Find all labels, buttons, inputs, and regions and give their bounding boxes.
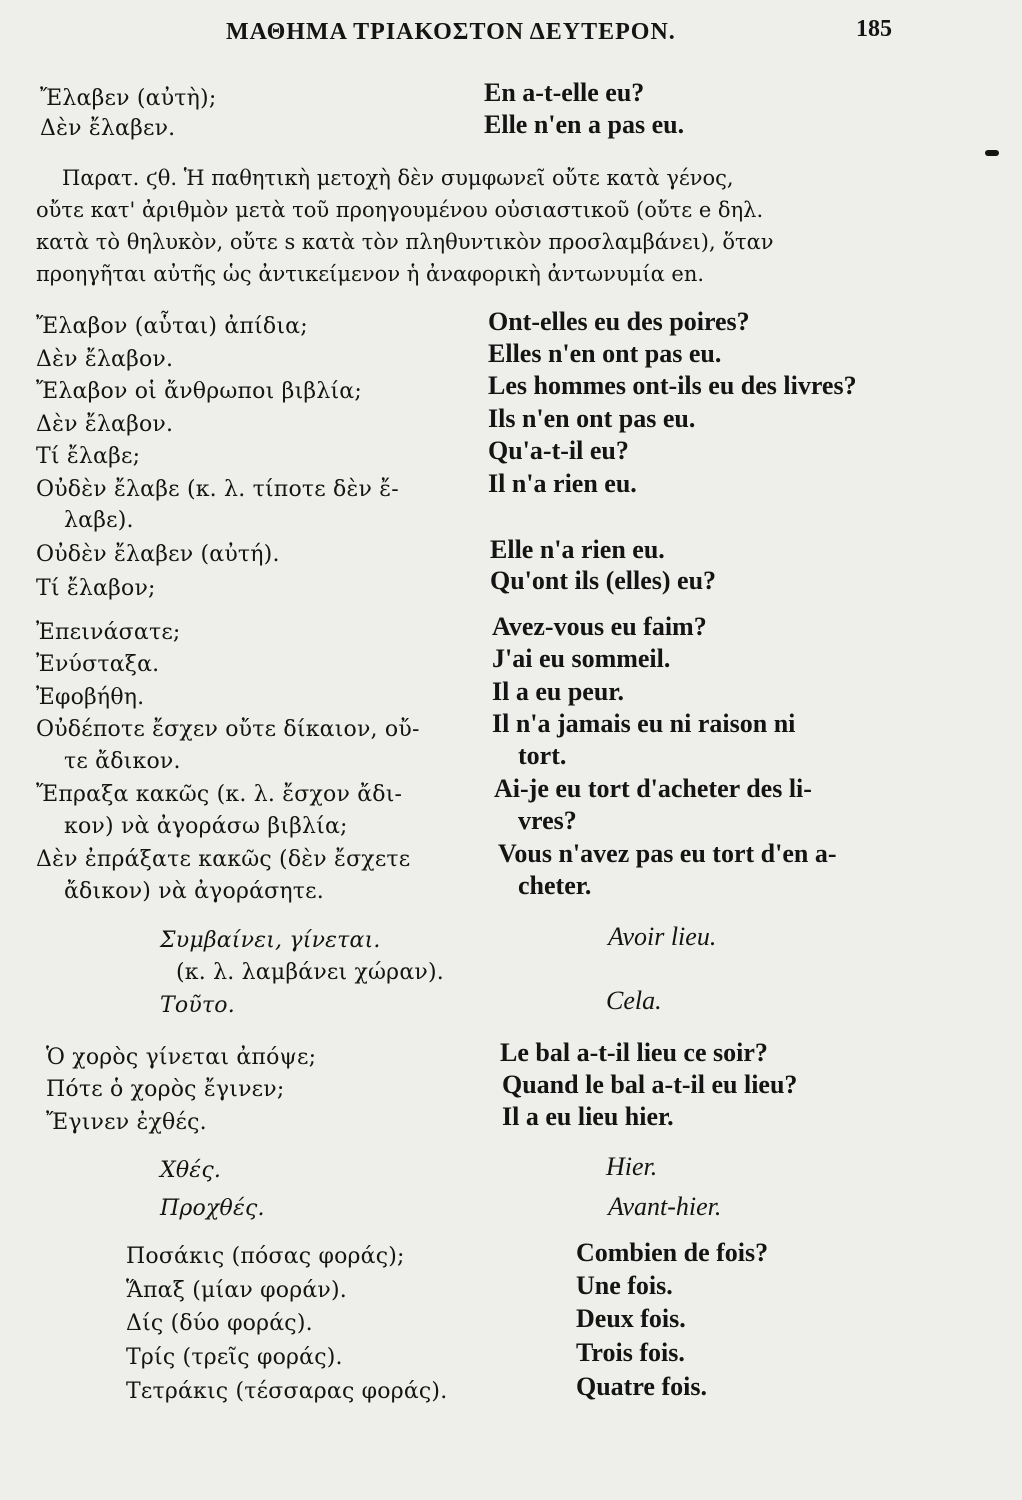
vocab-greek: Συμβαίνει, γίνεται.	[160, 928, 381, 953]
french-line: Ai-je eu tort d'acheter des li-	[494, 774, 812, 803]
french-line: Le bal a-t-il lieu ce soir?	[500, 1038, 768, 1067]
note-line: προηγῆται αὐτῆς ὡς ἀντικείμενον ἡ ἀναφορικὴ ἀντωνυμία en.	[36, 262, 705, 286]
french-line: Il n'a rien eu.	[488, 469, 637, 498]
greek-line: Οὐδὲν ἔλαβεν (αὐτή).	[36, 542, 280, 567]
greek-line: Τετράκις (τέσσαρας φοράς).	[126, 1379, 448, 1404]
vocab-french: Avoir lieu.	[608, 922, 717, 951]
greek-line: Οὐδέποτε ἔσχεν οὔτε δίκαιον, οὔ-	[36, 717, 420, 742]
note-line: κατὰ τὸ θηλυκὸν, οὔτε s κατὰ τὸν πληθυντικὸν προσλαμβάνει), ὅταν	[36, 230, 774, 254]
french-line: Qu'a-t-il eu?	[488, 436, 629, 465]
french-line: Avez-vous eu faim?	[492, 612, 707, 641]
greek-line: ἄδικον) νὰ ἀγοράσητε.	[64, 879, 324, 904]
french-line: Elle n'en a pas eu.	[484, 110, 685, 139]
french-line: Combien de fois?	[576, 1238, 769, 1267]
greek-line: Ἅπαξ (μίαν φοράν).	[126, 1278, 347, 1303]
greek-line: τε ἄδικον.	[64, 749, 181, 774]
greek-line: Ἔγινεν ἐχθές.	[46, 1110, 207, 1135]
french-line: Il n'a jamais eu ni raison ni	[492, 709, 796, 738]
greek-line: Τί ἔλαβον;	[36, 576, 156, 601]
greek-line: Ἐπεινάσατε;	[36, 620, 181, 645]
greek-line: λαβε).	[64, 508, 134, 533]
french-line: Ils n'en ont pas eu.	[488, 404, 696, 433]
note-line: Παρατ. ϛθ. Ἡ παθητικὴ μετοχὴ δὲν συμφωνεῖ οὔτε κατὰ γένος,	[62, 166, 734, 190]
french-line: Une fois.	[576, 1271, 673, 1300]
greek-line: Ἔλαβον (αὗται) ἀπίδια;	[36, 314, 308, 339]
french-line: J'ai eu sommeil.	[492, 644, 671, 673]
greek-line: κον) νὰ ἀγοράσω βιβλία;	[64, 814, 348, 839]
greek-line: Δὲν ἔλαβεν.	[40, 116, 176, 141]
vocab-greek: (κ. λ. λαμβάνει χώραν).	[176, 960, 444, 985]
french-line: En a-t-elle eu?	[484, 78, 645, 107]
greek-line: Ἐνύσταξα.	[36, 652, 160, 677]
french-line: Il a eu peur.	[492, 677, 624, 706]
french-line: Ont-elles eu des poires?	[488, 307, 750, 336]
greek-line: Ἔπραξα κακῶς (κ. λ. ἔσχον ἄδι-	[36, 782, 403, 807]
vocab-french: Avant-hier.	[608, 1192, 722, 1221]
greek-line: Ποσάκις (πόσας φοράς);	[126, 1244, 405, 1269]
greek-line: Δὲν ἔλαβον.	[36, 347, 174, 372]
greek-line: Δίς (δύο φοράς).	[126, 1311, 313, 1336]
greek-line: Πότε ὁ χορὸς ἔγινεν;	[46, 1077, 285, 1102]
french-line: Elles n'en ont pas eu.	[488, 339, 722, 368]
french-line: Quand le bal a-t-il eu lieu?	[502, 1070, 798, 1099]
french-line: Elle n'a rien eu.	[490, 535, 665, 564]
margin-mark	[985, 150, 999, 156]
french-line: Deux fois.	[576, 1304, 686, 1333]
vocab-french: Cela.	[606, 986, 662, 1015]
greek-line: Ὁ χορὸς γίνεται ἀπόψε;	[46, 1045, 317, 1070]
french-line: Les hommes ont-ils eu des livres?	[488, 371, 857, 400]
french-line: cheter.	[518, 871, 592, 900]
greek-line: Δὲν ἐπράξατε κακῶς (δὲν ἔσχετε	[36, 847, 411, 872]
french-line: Qu'ont ils (elles) eu?	[490, 566, 717, 595]
french-line: Vous n'avez pas eu tort d'en a-	[498, 839, 837, 868]
greek-line: Ἔλαβεν (αὐτὴ);	[40, 86, 217, 111]
vocab-greek: Χθές.	[160, 1158, 222, 1183]
vocab-greek: Προχθές.	[160, 1196, 265, 1221]
greek-line: Τρίς (τρεῖς φοράς).	[126, 1345, 343, 1370]
french-line: Il a eu lieu hier.	[502, 1102, 674, 1131]
greek-line: Ἔλαβον οἱ ἄνθρωποι βιβλία;	[36, 379, 362, 404]
page-number: 185	[856, 16, 892, 42]
french-line: Quatre fois.	[576, 1372, 707, 1401]
vocab-french: Hier.	[606, 1152, 658, 1181]
note-line: οὔτε κατ' ἀριθμὸν μετὰ τοῦ προηγουμένου οὐσιαστικοῦ (οὔτε e δηλ.	[36, 198, 764, 222]
vocab-greek: Τοῦτο.	[160, 993, 235, 1018]
french-line: vres?	[518, 806, 577, 835]
french-line: tort.	[518, 741, 567, 770]
greek-line: Οὐδὲν ἔλαβε (κ. λ. τίποτε δὲν ἔ-	[36, 477, 399, 502]
greek-line: Δὲν ἔλαβον.	[36, 412, 174, 437]
greek-line: Ἐφοβήθη.	[36, 685, 145, 710]
french-line: Trois fois.	[576, 1338, 685, 1367]
running-title: ΜΑΘΗΜΑ ΤΡΙΑΚΟΣΤΟΝ ΔΕΥΤΕΡΟΝ.	[226, 19, 676, 45]
greek-line: Τί ἔλαβε;	[36, 444, 141, 469]
